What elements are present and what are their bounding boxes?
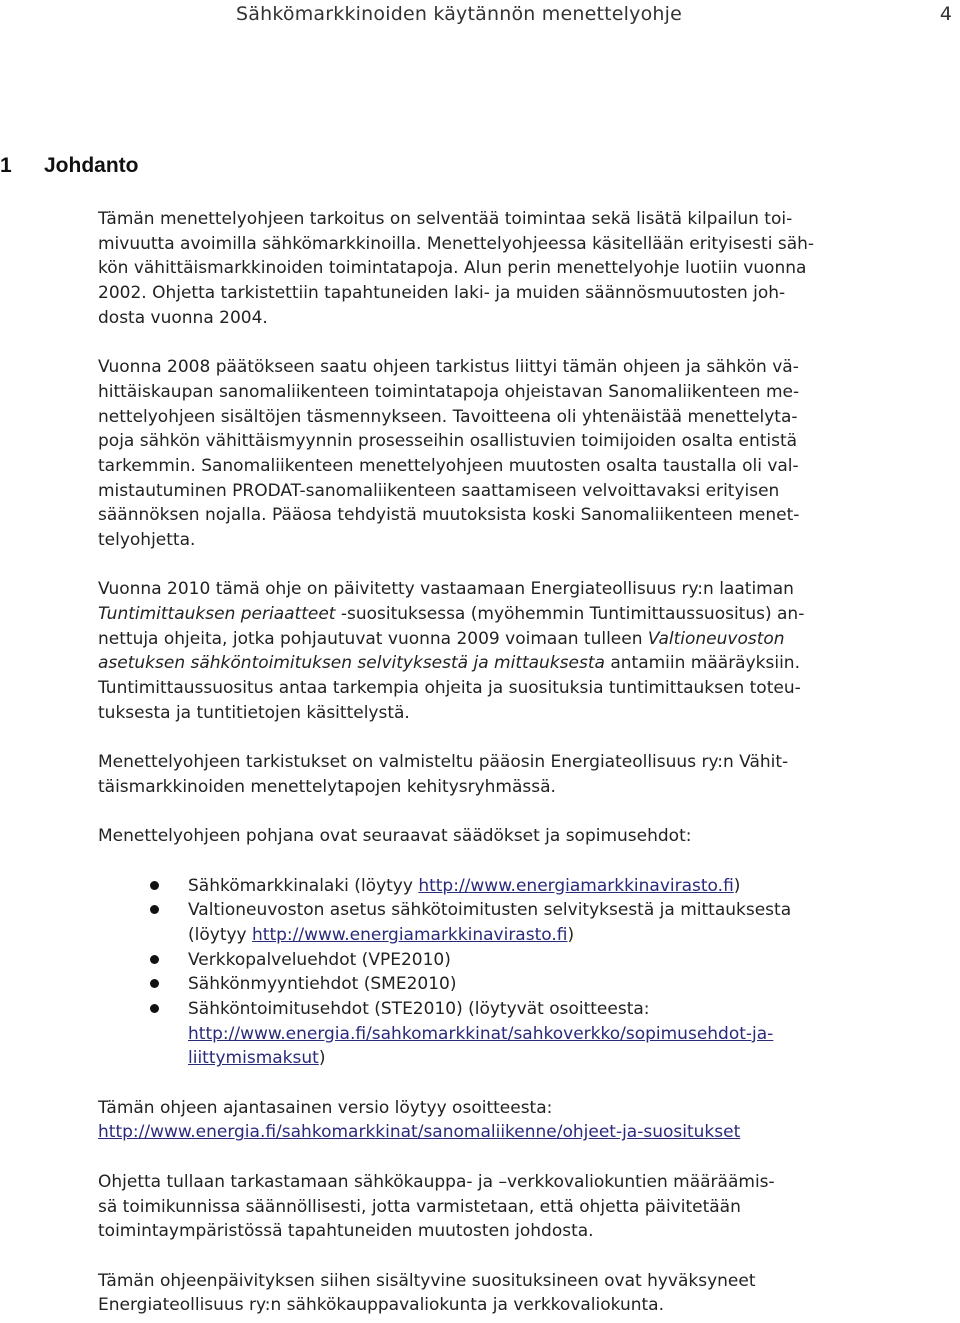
bullet-icon	[150, 881, 159, 890]
text-line: mivuutta avoimilla sähkömarkkinoilla. Menettelyohjeessa käsitellään erityisesti säh-	[98, 233, 815, 254]
list-item	[98, 948, 960, 973]
paragraph-current-version	[98, 1096, 960, 1145]
text-fragment: )	[318, 1048, 326, 1069]
text-line: poja sähkön vähittäismyynnin prosesseihin osallistuvien toimijoiden osalta entistä	[98, 431, 798, 452]
text-line	[98, 602, 960, 627]
paragraph-preparation	[98, 750, 960, 799]
text-line	[98, 651, 960, 676]
text-line: 2002. Ohjetta tarkistettiin tapahtuneiden laki- ja muiden säännösmuutosten joh-	[98, 283, 786, 304]
text-line: nettelyohjeen sisältöjen täsmennykseen. Tavoitteena oli yhtenäistää menettelyta-	[98, 406, 798, 427]
text-line	[188, 923, 960, 948]
text-line: telyohjetta.	[98, 529, 196, 550]
text-line: Energiateollisuus ry:n sähkökauppavaliokunta ja verkkovaliokunta.	[98, 1295, 665, 1316]
italic-title: Valtioneuvoston	[647, 628, 785, 649]
text-line	[188, 874, 960, 899]
text-fragment: Sähkömarkkinalaki (löytyy	[188, 875, 419, 896]
text-line	[188, 1046, 960, 1071]
page-number: 4	[939, 3, 952, 25]
text-line: Valtioneuvoston asetus sähkötoimitusten selvityksestä ja mittauksesta	[188, 900, 792, 921]
text-line	[98, 1120, 960, 1145]
text-fragment: (löytyy	[188, 924, 253, 945]
text-line: toimintaympäristössä tapahtuneiden muutosten johdosta.	[98, 1221, 594, 1242]
text-fragment: -suosituksessa (myöhemmin Tuntimittaussuositus) an-	[335, 604, 805, 624]
text-line: Vuonna 2008 päätökseen saatu ohjeen tarkistus liittyi tämän ohjeen ja sähkön vä-	[98, 357, 799, 378]
regulations-list	[98, 874, 960, 1072]
text-line: kön vähittäismarkkinoiden toimintatapoja. Alun perin menettelyohje luotiin vuonna	[98, 258, 807, 279]
text-line: Tämän ohjeenpäivityksen siihen sisältyvine suosituksineen ovat hyväksyneet	[98, 1270, 756, 1291]
italic-title: asetuksen sähköntoimituksen selvityksestä ja mittauksesta	[98, 653, 605, 674]
text-line: täismarkkinoiden menettelytapojen kehitysryhmässä.	[98, 776, 556, 797]
text-line	[98, 627, 960, 652]
sopimusehdot-link-continued[interactable]: liittymismaksut	[188, 1048, 319, 1069]
sopimusehdot-link[interactable]: http://www.energia.fi/sahkomarkkinat/sahkoverkko/sopimusehdot-ja-	[188, 1023, 774, 1044]
text-line: Menettelyohjeen pohjana ovat seuraavat säädökset ja sopimusehdot:	[98, 826, 692, 847]
list-item	[98, 898, 960, 947]
text-line: dosta vuonna 2004.	[98, 307, 268, 328]
text-fragment: )	[567, 924, 575, 945]
document-title: Sähkömarkkinoiden käytännön menettelyohje	[236, 3, 683, 25]
list-item	[98, 874, 960, 899]
section-title: Johdanto	[44, 154, 139, 177]
text-line: Tämän ohjeen ajantasainen versio löytyy osoitteesta:	[98, 1097, 553, 1118]
text-line: sä toimikunnissa säännöllisesti, jotta varmistetaan, että ohjetta päivitetään	[98, 1196, 741, 1217]
text-fragment: antamiin määräyksiin.	[604, 653, 800, 674]
text-line: tuksesta ja tuntitietojen käsittelystä.	[98, 702, 410, 723]
section-number: 1	[0, 154, 12, 177]
bullet-icon	[150, 905, 159, 914]
page-header	[236, 2, 960, 26]
text-line: Sähkönmyyntiehdot (SME2010)	[188, 974, 457, 995]
text-line: mistautuminen PRODAT-sanomaliikenteen saattamiseen velvoittavaksi erityisen	[98, 480, 780, 501]
paragraph-2010	[98, 577, 960, 725]
text-fragment: nettuja ohjeita, jotka pohjautuvat vuonna 2009 voimaan tulleen	[98, 628, 648, 649]
paragraph-intro	[98, 207, 960, 330]
paragraph-2008	[98, 355, 960, 553]
italic-title: Tuntimittauksen periaatteet	[98, 604, 336, 624]
text-line: säännöksen nojalla. Pääosa tehdyistä muutoksista koski Sanomaliikenteen menet-	[98, 505, 800, 526]
paragraph-approval	[98, 1269, 960, 1318]
list-item	[98, 972, 960, 997]
energiamarkkinavirasto-link[interactable]: http://www.energiamarkkinavirasto.fi	[252, 924, 568, 945]
energiamarkkinavirasto-link[interactable]: http://www.energiamarkkinavirasto.fi	[418, 875, 734, 896]
text-line: Menettelyohjeen tarkistukset on valmisteltu pääosin Energiateollisuus ry:n Vähit-	[98, 752, 789, 773]
paragraph-review	[98, 1170, 960, 1244]
text-line: Ohjetta tullaan tarkastamaan sähkökauppa- ja –verkkovaliokuntien määräämis-	[98, 1171, 775, 1192]
text-line: Verkkopalveluehdot (VPE2010)	[188, 949, 451, 970]
bullet-icon	[150, 1004, 159, 1013]
text-line: Sähköntoimitusehdot (STE2010) (löytyvät osoitteesta:	[188, 999, 650, 1019]
text-line: hittäiskaupan sanomaliikenteen toimintatapoja ohjeistavan Sanomaliikenteen me-	[98, 381, 800, 402]
ohjeet-ja-suositukset-link[interactable]: http://www.energia.fi/sahkomarkkinat/sanomaliikenne/ohjeet-ja-suositukset	[98, 1122, 741, 1143]
bullet-icon	[150, 955, 159, 964]
text-line: Vuonna 2010 tämä ohje on päivitetty vastaamaan Energiateollisuus ry:n laatiman	[98, 579, 794, 600]
text-line	[188, 1022, 960, 1047]
text-line: Tämän menettelyohjeen tarkoitus on selventää toimintaa sekä lisätä kilpailun toi-	[98, 209, 793, 229]
text-line: tarkemmin. Sanomaliikenteen menettelyohjeen muutosten osalta taustalla oli val-	[98, 455, 799, 476]
paragraph-basis	[98, 824, 960, 849]
bullet-icon	[150, 979, 159, 988]
list-item	[98, 997, 960, 1071]
body-text	[98, 207, 960, 1318]
text-fragment: )	[733, 875, 741, 896]
text-line: Tuntimittaussuositus antaa tarkempia ohjeita ja suosituksia tuntimittauksen toteu-	[98, 678, 801, 699]
